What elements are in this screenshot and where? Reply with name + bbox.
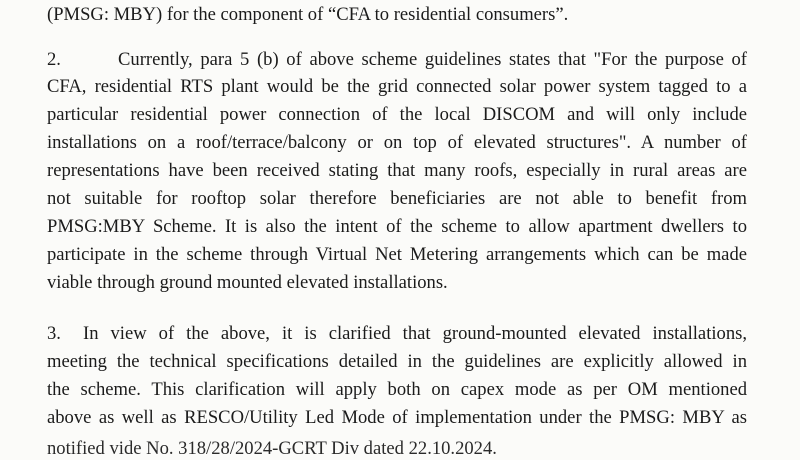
paragraph-3-line: notified vide No. 318/28/2024-GCRT Div dated 22.10.2024.	[47, 438, 497, 459]
paragraph-2-line: CFA, residential RTS plant would be the grid connected solar power system tagged to a	[47, 76, 747, 97]
paragraph-3-line: above as well as RESCO/Utility Led Mode of implementation under the PMSG: MBY as	[47, 407, 747, 428]
paragraph-2-line: participate in the scheme through Virtual Net Metering arrangements which can be made	[47, 244, 747, 265]
paragraph-2-line: viable through ground mounted elevated installations.	[47, 272, 448, 293]
paragraph-2-line: not suitable for rooftop solar therefore beneficiaries are not able to benefit from	[47, 188, 747, 209]
paragraph-3-line: In view of the above, it is clarified that ground-mounted elevated installations,	[83, 323, 747, 344]
top-line: (PMSG: MBY) for the component of “CFA to residential consumers”.	[47, 4, 569, 25]
paragraph-2-line: PMSG:MBY Scheme. It is also the intent of the scheme to allow apartment dwellers to	[47, 216, 747, 237]
paragraph-2-line: Currently, para 5 (b) of above scheme guidelines states that "For the purpose of	[118, 49, 747, 70]
paragraph-3-cutoff-line	[0, 436, 800, 459]
paragraph-3-number: 3.	[47, 323, 61, 344]
paragraph-2-line: installations on a roof/terrace/balcony or on top of elevated structures". A number of	[47, 132, 747, 153]
paragraph-2-line: particular residential power connection of the local DISCOM and will only include	[47, 104, 747, 125]
paragraph-2-line: representations have been received stating that many roofs, especially in rural areas are	[47, 160, 747, 181]
paragraph-2-number: 2.	[47, 49, 61, 70]
paragraph-3-line: the scheme. This clarification will apply both on capex mode as per OM mentioned	[47, 379, 747, 400]
paragraph-3-line: meeting the technical specifications detailed in the guidelines are explicitly allowed in	[47, 351, 747, 372]
